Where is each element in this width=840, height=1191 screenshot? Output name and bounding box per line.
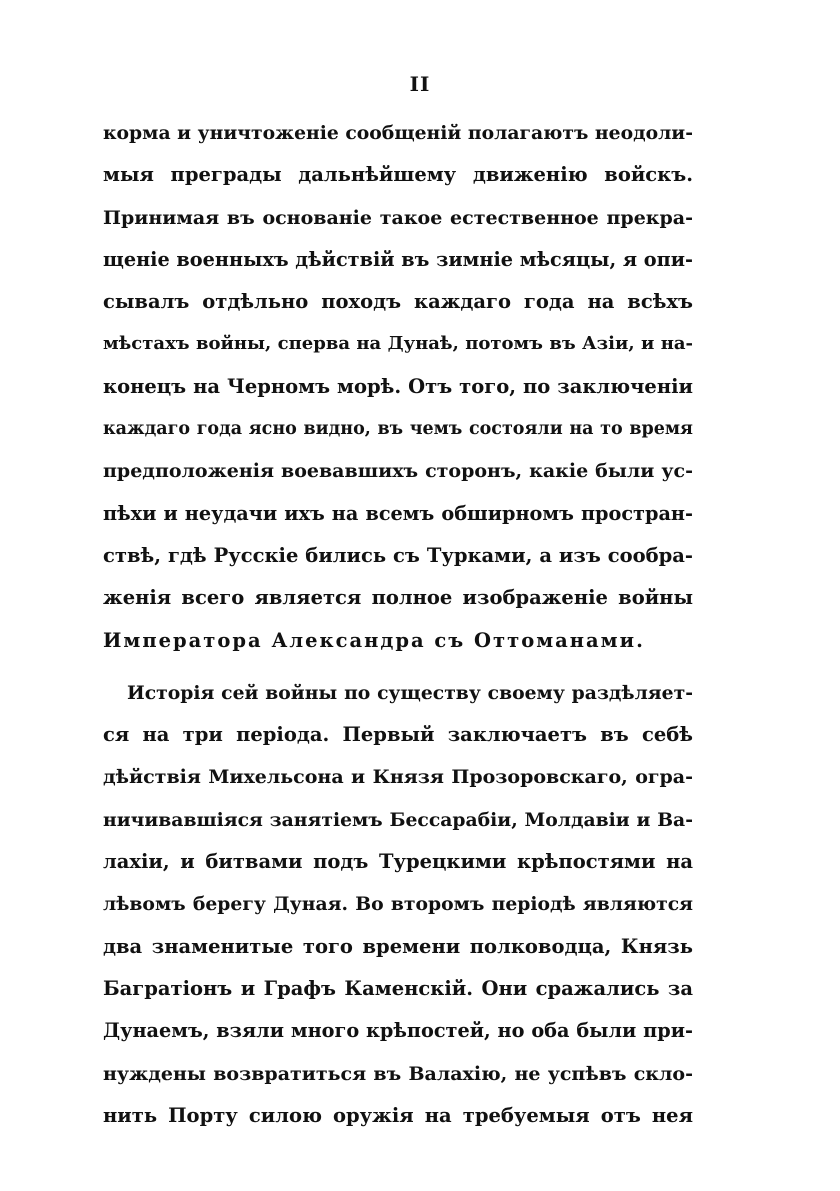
text-line: нить Порту силою оружія на требуемыя отъ нея: [103, 1103, 693, 1127]
text-line: ствѣ, гдѣ Русскіе бились съ Турками, а изъ сообра-: [103, 543, 693, 567]
text-line: ничивавшіяся занятіемъ Бессарабіи, Молдавіи и Ва-: [103, 808, 693, 831]
text-line: сывалъ отдѣльно походъ каждаго года на всѣхъ: [103, 290, 693, 314]
text-line: лѣвомъ берегу Дуная. Во второмъ періодѣ являются: [103, 893, 693, 916]
text-line: Багратіонъ и Графъ Каменскій. Они сражались за: [103, 976, 693, 1000]
text-line: предположенія воевавшихъ сторонъ, какіе были ус-: [103, 460, 693, 483]
text-line: конецъ на Черномъ морѣ. Отъ того, по заключеніи: [103, 374, 693, 398]
paragraph-1: [103, 112, 693, 662]
page-number: II: [409, 72, 431, 96]
text-line: Дунаемъ, взяли много крѣпостей, но оба были при-: [103, 1019, 693, 1043]
paragraph-gap: [103, 662, 693, 672]
text-line: ся на три періода. Первый заключаетъ въ себѣ: [103, 723, 693, 747]
text-line: нуждены возвратиться въ Валахію, не успѣвъ скло-: [103, 1062, 693, 1085]
text-line: Исторія сей войны по существу своему раздѣляет-: [127, 681, 693, 704]
text-line: каждаго года ясно видно, въ чемъ состояли на то время: [103, 419, 693, 440]
text-line: женія всего является полное изображеніе войны: [103, 586, 693, 610]
paragraph-2: [103, 672, 693, 1137]
text-line: корма и уничтоженіе сообщеній полагаютъ неодоли-: [103, 122, 693, 144]
text-line: дѣйствія Михельсона и Князя Прозоровскаго, огра-: [103, 766, 693, 789]
text-line: Принимая въ основаніе такое естественное прекра-: [103, 206, 693, 229]
text-line: лахіи, и битвами подъ Турецкими крѣпостями на: [103, 850, 693, 874]
text-line: мыя преграды дальнѣйшему движенію войскъ.: [103, 163, 693, 187]
text-line: мѣстахъ войны, сперва на Дунаѣ, потомъ въ Азіи, и на-: [103, 333, 693, 355]
text-body: [103, 112, 693, 1137]
text-line: два знаменитые того времени полководца, Князь: [103, 934, 693, 958]
text-line: щеніе военныхъ дѣйствій въ зимніе мѣсяцы, я опи-: [103, 247, 693, 271]
text-line: пѣхи и неудачи ихъ на всемъ обширномъ простран-: [103, 501, 693, 525]
text-line: Императора Александра съ Оттоманами.: [103, 628, 645, 652]
